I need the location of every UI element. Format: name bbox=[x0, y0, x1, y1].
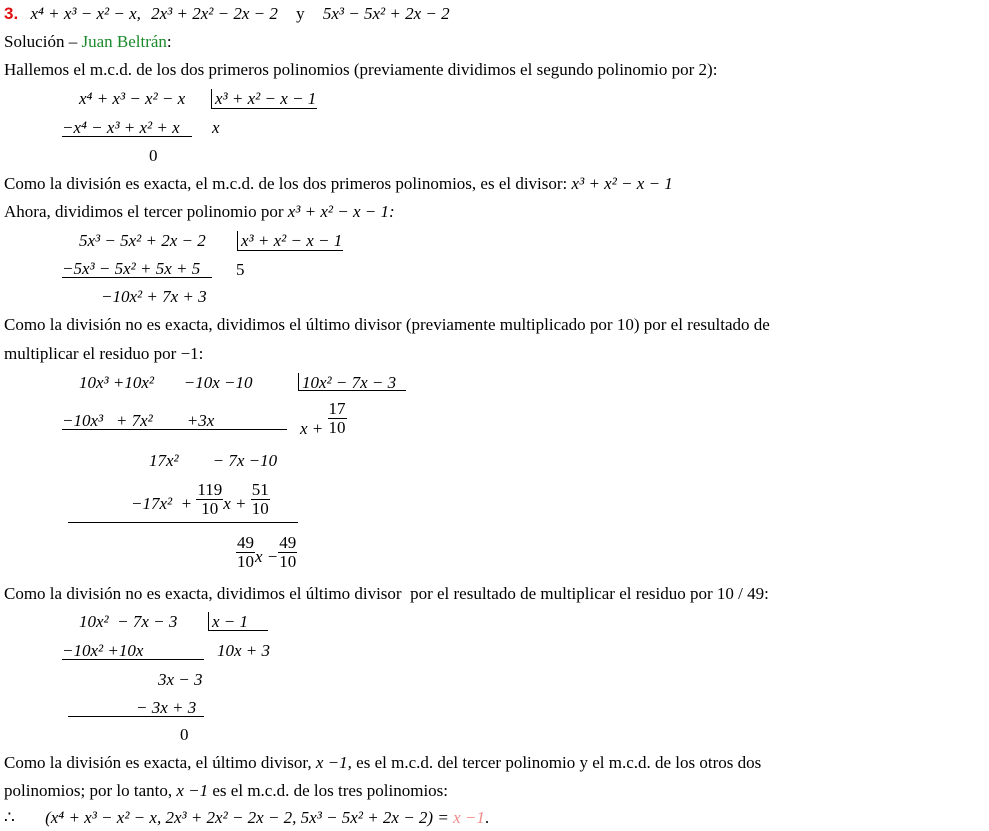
text-line-7-words: Como la división es exacta, el último divisor, bbox=[4, 753, 312, 772]
problem-header bbox=[4, 5, 450, 22]
text-line-3-expr: x³ + x² − x − 1: bbox=[287, 202, 395, 221]
div4-dividend: 10x² − 7x − 3 bbox=[79, 612, 178, 631]
therefore-symbol: ∴ bbox=[4, 808, 15, 827]
solution-label: Solución – bbox=[4, 32, 78, 51]
text-line-7 bbox=[4, 754, 761, 771]
text-line-4: Como la división no es exacta, dividimos el último divisor (previamente multiplicado por 10) por el resultado de bbox=[4, 315, 770, 334]
div1-subtract: −x⁴ − x³ + x² + x bbox=[62, 118, 180, 137]
div3-sub2-d1: 10 bbox=[201, 498, 219, 518]
connector-y: y bbox=[296, 4, 305, 23]
div1-divisor: x³ + x² − x − 1 bbox=[215, 89, 317, 108]
div4-subtract: −10x² +10x bbox=[62, 641, 144, 660]
text-line-1: Hallemos el m.c.d. de los dos primeros polinomios (previamente dividimos el segundo polinomio por 2): bbox=[4, 60, 718, 79]
text-line-2-words: Como la división es exacta, el m.c.d. de los dos primeros polinomios, es el divisor: bbox=[4, 174, 568, 193]
div3-sub2-lead: −17x² + bbox=[131, 494, 193, 514]
div3-rem-mid: x − bbox=[255, 547, 279, 567]
div3-sub2-frac-1 bbox=[196, 481, 223, 518]
div1-quotient: x bbox=[212, 118, 220, 137]
solution-line bbox=[4, 33, 172, 50]
polynomial-3: 5x³ − 5x² + 2x − 2 bbox=[322, 4, 450, 23]
final-dot: . bbox=[484, 808, 490, 827]
div3-sub2-n2: 51 bbox=[251, 480, 269, 499]
div3-rule-1 bbox=[62, 429, 287, 430]
div3-subtract-2 bbox=[131, 481, 270, 518]
div2-bracket bbox=[237, 231, 238, 251]
text-line-6: Como la división no es exacta, dividimos el último divisor por el resultado de multiplicar el residuo por 10 / 49: bbox=[4, 584, 769, 603]
solution-colon: : bbox=[166, 32, 172, 51]
div3-subtract: −10x³ + 7x² +3x bbox=[62, 411, 215, 430]
text-line-8 bbox=[4, 782, 448, 799]
div3-rem-d2: 10 bbox=[279, 551, 297, 571]
div3-bracket bbox=[298, 373, 299, 390]
final-line bbox=[4, 809, 489, 826]
div3-rem-d1: 10 bbox=[237, 551, 254, 571]
div3-q-num: 17 bbox=[328, 399, 346, 418]
div3-rule-2 bbox=[68, 522, 298, 523]
div4-rule-1 bbox=[62, 659, 204, 660]
div2-bracket-line bbox=[237, 250, 343, 251]
div2-dividend: 5x³ − 5x² + 2x − 2 bbox=[79, 231, 206, 250]
div3-sub2-mid: x + bbox=[223, 494, 247, 514]
problem-number: 3. bbox=[4, 4, 19, 23]
div4-remainder: 0 bbox=[180, 725, 189, 744]
div2-quotient: 5 bbox=[236, 260, 245, 279]
div1-remainder: 0 bbox=[149, 146, 158, 165]
div2-divisor: x³ + x² − x − 1 bbox=[241, 231, 343, 250]
div3-remainder bbox=[236, 534, 297, 571]
div3-quotient-x: x + bbox=[300, 419, 324, 439]
div4-divisor: x − 1 bbox=[212, 612, 249, 631]
text-line-7-expr: x −1, bbox=[315, 753, 352, 772]
polynomial-1: x⁴ + x³ − x² − x, bbox=[30, 4, 141, 23]
div2-subtract: −5x³ − 5x² + 5x + 5 bbox=[62, 259, 201, 278]
final-result: x −1 bbox=[453, 808, 485, 827]
div3-sub2-frac-2 bbox=[251, 481, 270, 518]
text-line-5: multiplicar el residuo por −1: bbox=[4, 344, 204, 363]
text-line-7-rest: es el m.c.d. del tercer polinomio y el m.c.d. de los otros dos bbox=[356, 753, 762, 772]
div3-sub2-n1: 119 bbox=[197, 480, 223, 499]
author-name: Juan Beltrán bbox=[81, 32, 167, 51]
text-line-8-words: polinomios; por lo tanto, bbox=[4, 781, 173, 800]
polynomial-2: 2x³ + 2x² − 2x − 2 bbox=[151, 4, 278, 23]
div1-dividend: x⁴ + x³ − x² − x bbox=[79, 89, 186, 108]
div3-sub2-d2: 10 bbox=[251, 498, 269, 518]
div3-quotient-fraction bbox=[328, 400, 347, 437]
div3-q-den: 10 bbox=[328, 417, 346, 437]
div3-divisor: 10x² − 7x − 3 bbox=[302, 373, 397, 392]
div2-rule bbox=[62, 277, 212, 278]
div4-partial: 3x − 3 bbox=[158, 670, 203, 689]
div2-remainder: −10x² + 7x + 3 bbox=[101, 287, 207, 306]
div3-rem-frac-1 bbox=[236, 534, 255, 571]
div4-quotient: 10x + 3 bbox=[217, 641, 271, 660]
div3-rem-frac-2 bbox=[278, 534, 297, 571]
text-line-2-expr: x³ + x² − x − 1 bbox=[571, 174, 673, 193]
div3-rem-n1: 49 bbox=[237, 533, 254, 552]
div1-bracket bbox=[211, 89, 212, 109]
div1-rule bbox=[62, 136, 192, 137]
div3-rem-n2: 49 bbox=[279, 533, 297, 552]
div4-bracket bbox=[208, 612, 209, 631]
text-line-3-words: Ahora, dividimos el tercer polinomio por bbox=[4, 202, 284, 221]
text-line-8-rest: es el m.c.d. de los tres polinomios: bbox=[212, 781, 448, 800]
text-line-2 bbox=[4, 175, 673, 192]
div1-bracket-line bbox=[211, 108, 317, 109]
div4-subtract-2: − 3x + 3 bbox=[136, 698, 197, 717]
div4-rule-2 bbox=[68, 716, 204, 717]
text-line-3 bbox=[4, 203, 395, 220]
div3-dividend: 10x³ +10x² −10x −10 bbox=[79, 373, 253, 392]
text-line-8-expr: x −1 bbox=[176, 781, 209, 800]
final-expression: (x⁴ + x³ − x² − x, 2x³ + 2x² − 2x − 2, 5x³ − 5x² + 2x − 2) = bbox=[45, 808, 449, 827]
div3-quotient bbox=[300, 400, 347, 437]
div3-partial: 17x² − 7x −10 bbox=[149, 451, 278, 470]
